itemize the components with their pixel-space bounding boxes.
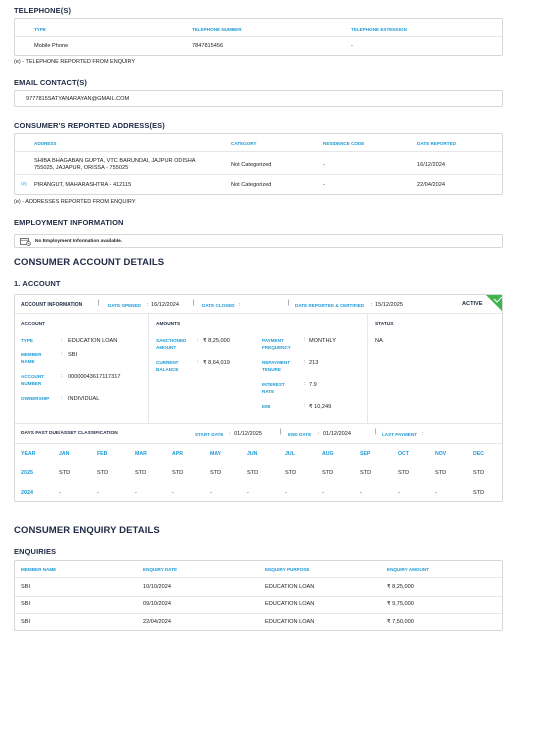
table-cell: 09/10/2024: [143, 601, 171, 607]
dpd-cell: STD: [360, 470, 372, 476]
table-cell: Not Categorized: [231, 182, 272, 188]
account-heading: 1. ACCOUNT: [14, 279, 61, 288]
account-card: ACCOUNT INFORMATION | DATE OPENED : 16/12/2024 | DATE CLOSED : | DATE REPORTED & CERTIFIED : 15/12/2025 ACTIVE ACCOUNT TYPE : EDUCATION LOAN MEMBER NAME : SBI ACCOUNT NUMBER : 00000043617117317 OWNERSHIP : INDIVIDUAL AMOUNTS SANCTIONED AMOUNT : ₹ 8,25,000 CURRENT BALANCE : ₹ 8,64,019 PAYMENT FREQUENCY : MONTHLY REPAYMENT TENURE : 213 INTEREST RATE : 7.9 EMI : ₹ 10,249 STATUS NA DAYS PAST DUE/ASSET CLASSIFICATION START DATE : 01/12/2025 | END DATE : 01/12/2024 | LAST PAYMENT : YEAR JAN FEB MAR APR MAY JUN JUL AUG SEP OCT NOV DEC 2025 STD STD STD STD STD STD STD STD STD STD STD STD 2024 - - - - - - - - - - - STD: [14, 294, 503, 502]
table-cell: Not Categorized: [231, 162, 272, 168]
field-value: 213: [309, 360, 319, 366]
dpd-cell: STD: [172, 470, 184, 476]
dpd-cell: -: [172, 490, 174, 496]
employment-icon: [20, 238, 31, 248]
month-header: APR: [172, 451, 183, 457]
end-date-value: 01/12/2024: [323, 431, 351, 437]
year-cell: 2025: [21, 470, 33, 476]
employment-box: [14, 234, 503, 248]
end-date-label: END DATE: [288, 432, 312, 437]
month-header: JUL: [285, 451, 295, 457]
dpd-cell: -: [322, 490, 324, 496]
employment-message: No Employment Information available.: [35, 239, 123, 244]
account-details-title: CONSUMER ACCOUNT DETAILS: [14, 257, 165, 268]
dpd-cell: -: [247, 490, 249, 496]
dpd-cell: -: [435, 490, 437, 496]
enquiry-flag: (e): [21, 182, 27, 187]
field-value: ₹ 8,64,019: [203, 360, 230, 366]
month-header: JUN: [247, 451, 258, 457]
account-col-title: ACCOUNT: [21, 322, 45, 327]
table-header: DATE REPORTED: [417, 141, 456, 146]
dpd-cell: -: [285, 490, 287, 496]
month-header: MAY: [210, 451, 222, 457]
field-label: MEMBER NAME: [21, 352, 42, 364]
email-value: 9777815SATYANARAYAN@GMAIL.COM: [26, 96, 130, 102]
year-header: YEAR: [21, 451, 36, 457]
employment-title: EMPLOYMENT INFORMATION: [14, 218, 124, 227]
email-title: EMAIL CONTACT(S): [14, 78, 87, 87]
month-header: FEB: [97, 451, 108, 457]
address-line: SHIBA BHAGABAN GUPTA, VTC BARUNDAI, JAJPUR ODISHA: [34, 158, 196, 164]
date-opened-value: 16/12/2024: [151, 302, 179, 308]
date-reported-value: 15/12/2025: [375, 302, 403, 308]
year-cell: 2024: [21, 490, 33, 496]
month-header: NOV: [435, 451, 447, 457]
table-header: CATEGORY: [231, 141, 257, 146]
field-label: ACCOUNT NUMBER: [21, 374, 44, 386]
month-header: JAN: [59, 451, 70, 457]
dpd-cell: STD: [285, 470, 297, 476]
table-cell: ₹ 7,50,000: [387, 619, 414, 625]
check-icon: [486, 295, 503, 315]
dpd-cell: -: [135, 490, 137, 496]
dpd-cell: STD: [210, 470, 222, 476]
table-header: ENQUIRY AMOUNT: [387, 567, 429, 572]
field-value: SBI: [68, 352, 78, 358]
field-value: INDIVIDUAL: [68, 396, 100, 402]
table-header: RESIDENCE CODE: [323, 141, 365, 146]
dpd-cell: STD: [473, 490, 485, 496]
date-reported-label: DATE REPORTED & CERTIFIED: [295, 303, 365, 308]
status-col-title: STATUS: [375, 322, 394, 327]
dpd-cell: -: [360, 490, 362, 496]
address-line: 755025, JAJAPUR, ORISSA - 755025: [34, 165, 129, 171]
address-note: (e) - ADDRESSES REPORTED FROM ENQUIRY: [14, 199, 136, 205]
table-cell: EDUCATION LOAN: [265, 601, 315, 607]
month-header: MAR: [135, 451, 147, 457]
field-label: PAYMENT FREQUENCY: [262, 338, 291, 350]
dpd-cell: STD: [135, 470, 147, 476]
table-cell: ₹ 9,75,000: [387, 601, 414, 607]
field-value: ₹ 8,25,000: [203, 338, 230, 344]
field-label: CURRENT BALANCE: [156, 360, 179, 372]
field-label: INTEREST RATE: [262, 382, 285, 394]
table-cell: EDUCATION LOAN: [265, 584, 315, 590]
field-value: EDUCATION LOAN: [68, 338, 118, 344]
field-value: 00000043617117317: [68, 374, 121, 380]
table-cell: -: [323, 182, 325, 188]
dpd-title: DAYS PAST DUE/ASSET CLASSIFICATION: [21, 431, 118, 436]
field-label: TYPE: [21, 338, 33, 343]
table-cell: 22/04/2024: [417, 182, 445, 188]
table-cell: Mobile Phone: [34, 43, 69, 49]
table-cell: SBI: [21, 584, 31, 590]
status-value: NA: [375, 338, 383, 344]
table-header: TYPE: [34, 27, 46, 32]
address-table: [14, 133, 503, 195]
table-cell: -: [351, 43, 353, 49]
field-label: EMI: [262, 404, 271, 409]
field-value: MONTHLY: [309, 338, 336, 344]
telephone-table: [14, 18, 503, 56]
table-cell: 7847815456: [192, 43, 224, 49]
field-label: REPAYMENT TENURE: [262, 360, 291, 372]
enquiries-subtitle: ENQUIRIES: [14, 547, 57, 556]
start-date-value: 01/12/2025: [234, 431, 262, 437]
table-cell: ₹ 8,25,000: [387, 584, 414, 590]
table-cell: EDUCATION LOAN: [265, 619, 315, 625]
table-header: ENQUIRY PURPOSE: [265, 567, 310, 572]
table-header: ADDRESS: [34, 141, 57, 146]
enquiry-details-title: CONSUMER ENQUIRY DETAILS: [14, 525, 160, 536]
table-cell: PIRANGUT, MAHARASHTRA - 412115: [34, 182, 132, 188]
account-info-label: ACCOUNT INFORMATION: [21, 302, 83, 308]
field-value: ₹ 10,249: [309, 404, 332, 410]
dpd-cell: STD: [322, 470, 334, 476]
table-row: [34, 158, 196, 172]
dpd-cell: STD: [473, 470, 485, 476]
dpd-cell: STD: [435, 470, 447, 476]
field-label: SANCTIONED AMOUNT: [156, 338, 187, 350]
dpd-cell: STD: [59, 470, 71, 476]
enquiry-table: [14, 560, 503, 631]
dpd-cell: -: [59, 490, 61, 496]
month-header: SEP: [360, 451, 371, 457]
month-header: OCT: [398, 451, 409, 457]
amounts-col-title: AMOUNTS: [156, 322, 181, 327]
dpd-cell: STD: [398, 470, 410, 476]
date-opened-label: DATE OPENED: [108, 303, 141, 308]
telephones-title: TELEPHONE(S): [14, 6, 72, 15]
table-cell: SBI: [21, 619, 31, 625]
month-header: AUG: [322, 451, 334, 457]
table-cell: 22/04/2024: [143, 619, 171, 625]
table-cell: 16/12/2024: [417, 162, 445, 168]
table-header: TELEPHONE EXTENSION: [351, 27, 407, 32]
last-payment-label: LAST PAYMENT: [382, 432, 417, 437]
table-cell: -: [323, 162, 325, 168]
email-box: [14, 90, 503, 107]
table-header: ENQUIRY DATE: [143, 567, 178, 572]
addresses-title: CONSUMER'S REPORTED ADDRESS(ES): [14, 121, 165, 130]
dpd-cell: STD: [97, 470, 109, 476]
table-cell: SBI: [21, 601, 31, 607]
status-badge: ACTIVE: [462, 301, 483, 307]
dpd-cell: -: [398, 490, 400, 496]
dpd-cell: -: [210, 490, 212, 496]
telephone-note: (e) - TELEPHONE REPORTED FROM ENQUIRY: [14, 59, 136, 65]
field-label: OWNERSHIP: [21, 396, 50, 401]
dpd-cell: STD: [247, 470, 259, 476]
dpd-cell: -: [97, 490, 99, 496]
table-header: TELEPHONE NUMBER: [192, 27, 242, 32]
table-cell: 10/10/2024: [143, 584, 171, 590]
date-closed-label: DATE CLOSED: [202, 303, 235, 308]
table-header: MEMBER NAME: [21, 567, 57, 572]
field-value: 7.9: [309, 382, 317, 388]
month-header: DEC: [473, 451, 484, 457]
start-date-label: START DATE: [195, 432, 224, 437]
